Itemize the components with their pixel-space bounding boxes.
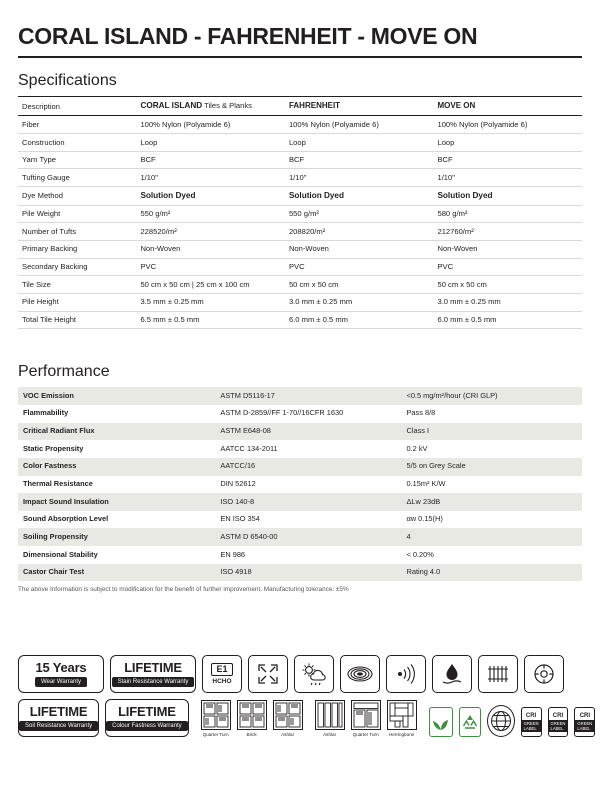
- table-row: [18, 423, 582, 441]
- row-value-fahrenheit: 100% Nylon (Polyamide 6): [285, 116, 434, 134]
- warranty-term: LIFETIME: [118, 704, 176, 719]
- performance-table-wrap: [18, 387, 582, 593]
- row-value-coral: 50 cm x 50 cm | 25 cm x 100 cm: [136, 276, 285, 294]
- row-value-fahrenheit: Loop: [285, 134, 434, 152]
- pattern-label: Quarter Turn: [352, 731, 379, 737]
- perf-label: Sound Absorption Level: [23, 514, 109, 524]
- warranty-term: 15 Years: [35, 660, 87, 675]
- table-row: [18, 528, 582, 546]
- table-row: [18, 205, 582, 223]
- castor-chair-wheel-icon: [524, 655, 564, 693]
- perf-result: ΔLw 23dB: [406, 496, 441, 506]
- row-value-coral: 100% Nylon (Polyamide 6): [136, 116, 285, 134]
- recycle-logo: [459, 707, 481, 737]
- row-value-moveon: Loop: [433, 134, 582, 152]
- pattern-ashlar-plank: [315, 700, 345, 737]
- table-row: [18, 293, 582, 311]
- row-value-coral: 1/10": [136, 169, 285, 187]
- ashlar-plank-pattern: [315, 700, 345, 730]
- stain-repel-drop-icon: [432, 655, 472, 693]
- pattern-brick: [237, 700, 267, 737]
- perf-standard: ASTM D5116-17: [220, 390, 275, 400]
- perf-standard: AATCC/16: [220, 461, 256, 471]
- title-block: [18, 0, 582, 58]
- globe-logo: [487, 705, 515, 737]
- row-label: Primary Backing: [18, 240, 136, 258]
- cri-mark: CRI: [525, 712, 537, 719]
- row-value-moveon: 212760/m²: [433, 223, 582, 241]
- perf-label: Soiling Propensity: [23, 531, 88, 541]
- row-label: Construction: [18, 134, 136, 152]
- table-row: [18, 276, 582, 294]
- perf-label: Impact Sound Insulation: [23, 496, 109, 506]
- perf-result: Class I: [406, 425, 430, 435]
- green-label-logo: [429, 707, 453, 737]
- pattern-ashlar: [273, 700, 303, 737]
- row-value-fahrenheit: Solution Dyed: [285, 187, 434, 205]
- row-value-fahrenheit: 1/10": [285, 169, 434, 187]
- perf-result: αw 0.15(H): [406, 514, 443, 524]
- row-value-coral: Solution Dyed: [136, 187, 285, 205]
- warranty-badge-colour: [105, 699, 188, 737]
- table-row: [18, 405, 582, 423]
- table-row: [18, 258, 582, 276]
- page-title: CORAL ISLAND - FAHRENHEIT - MOVE ON: [18, 23, 478, 49]
- badges-area: [18, 655, 593, 743]
- header-fahrenheit: FAHRENHEIT: [285, 97, 434, 116]
- warranty-badge-soil: [18, 699, 99, 737]
- row-label: Dye Method: [18, 187, 136, 205]
- perf-standard: AATCC 134-2011: [220, 443, 278, 453]
- pattern-label: Brick: [246, 731, 257, 737]
- row-value-coral: 6.5 mm ± 0.5 mm: [136, 311, 285, 329]
- warranty-label: Soil Resistance Warranty: [19, 721, 98, 731]
- perf-standard: EN ISO 354: [220, 514, 260, 524]
- performance-table: [18, 387, 582, 581]
- perf-label: Dimensional Stability: [23, 549, 98, 559]
- antistatic-waves-icon: [386, 655, 426, 693]
- perf-standard: EN 986: [220, 549, 246, 559]
- pattern-label: Ashlar: [323, 731, 337, 737]
- table-row: [18, 493, 582, 511]
- perf-label: Flammability: [23, 408, 69, 418]
- row-value-fahrenheit: PVC: [285, 258, 434, 276]
- table-row: [18, 134, 582, 152]
- row-label: Yarn Type: [18, 151, 136, 169]
- table-row: [18, 151, 582, 169]
- row-value-coral: 228520/m²: [136, 223, 285, 241]
- herringbone-pattern: [387, 700, 417, 730]
- e1-class-label: E1: [211, 663, 232, 675]
- perf-result: <0.5 mg/m²/hour (CRI GLP): [406, 390, 498, 400]
- perf-result: 5/5 on Grey Scale: [406, 461, 466, 471]
- row-value-fahrenheit: 550 g/m²: [285, 205, 434, 223]
- cri-green-label-plus-1: [521, 707, 542, 737]
- pattern-label: Ashlar: [281, 731, 295, 737]
- perf-result: 0.15m² K/W: [406, 478, 446, 488]
- perf-standard: ISO 4918: [220, 567, 252, 577]
- cri-mark: CRI: [579, 712, 591, 719]
- warranty-label: Colour Fastness Warranty: [106, 721, 187, 731]
- header-description: Description: [18, 97, 136, 116]
- pattern-quarter-turn: [201, 700, 231, 737]
- row-value-fahrenheit: 3.0 mm ± 0.25 mm: [285, 293, 434, 311]
- row-value-fahrenheit: 208820/m²: [285, 223, 434, 241]
- perf-standard: ASTM D-2859//FF 1-70//16CFR 1630: [220, 408, 344, 418]
- table-header-row: [18, 97, 582, 116]
- perf-label: Static Propensity: [23, 443, 84, 453]
- performance-heading: Performance: [18, 363, 110, 381]
- table-row: [18, 440, 582, 458]
- row-value-moveon: 580 g/m²: [433, 205, 582, 223]
- row-value-fahrenheit: 50 cm x 50 cm: [285, 276, 434, 294]
- row-value-moveon: 6.0 mm ± 0.5 mm: [433, 311, 582, 329]
- cri-green-label-plus-3: [574, 707, 595, 737]
- perf-result: 0.2 kV: [406, 443, 428, 453]
- row-label: Total Tile Height: [18, 311, 136, 329]
- header-coral-island: [136, 97, 285, 116]
- row-value-moveon: 50 cm x 50 cm: [433, 276, 582, 294]
- row-value-moveon: BCF: [433, 151, 582, 169]
- header-suffix: Tiles & Planks: [202, 101, 252, 111]
- e1-hcho-badge: [202, 655, 242, 693]
- perf-result: < 0.20%: [406, 549, 434, 559]
- table-row: [18, 387, 582, 405]
- table-row: [18, 458, 582, 476]
- table-row: [18, 116, 582, 134]
- perf-label: Color Fastness: [23, 461, 77, 471]
- pattern-label: Quarter Turn: [202, 731, 229, 737]
- pattern-herringbone: [387, 700, 417, 737]
- sound-waves-icon: [340, 655, 380, 693]
- row-label: Pile Height: [18, 293, 136, 311]
- row-value-coral: Loop: [136, 134, 285, 152]
- pattern-quarter-turn-plank: [351, 700, 381, 737]
- underfloor-heating-icon: [478, 655, 518, 693]
- row-value-coral: 3.5 mm ± 0.25 mm: [136, 293, 285, 311]
- perf-result: 4: [406, 531, 411, 541]
- quarter-turn-pattern: [201, 700, 231, 730]
- row-value-fahrenheit: 6.0 mm ± 0.5 mm: [285, 311, 434, 329]
- row-label: Number of Tufts: [18, 223, 136, 241]
- footnote: The above Information is subject to modification for the benefit of further improvement. Manufacturing tolerance: ±5%: [18, 586, 349, 594]
- row-value-coral: 550 g/m²: [136, 205, 285, 223]
- brick-pattern: [237, 700, 267, 730]
- table-row: [18, 564, 582, 582]
- perf-label: VOC Emission: [23, 390, 74, 400]
- row-value-coral: BCF: [136, 151, 285, 169]
- cri-mark: CRI: [552, 712, 564, 719]
- cri-label: GREEN LABEL: [550, 720, 566, 731]
- perf-result: Pass 8/8: [406, 408, 436, 418]
- hcho-label: HCHO: [212, 677, 232, 685]
- warranty-badge-wear: [18, 655, 104, 693]
- perf-standard: ASTM E648-08: [220, 425, 271, 435]
- warranty-label: Stain Resistance Warranty: [112, 677, 195, 687]
- row-value-moveon: PVC: [433, 258, 582, 276]
- perf-standard: DIN 52612: [220, 478, 256, 488]
- ashlar-pattern: [273, 700, 303, 730]
- perf-label: Thermal Resistance: [23, 478, 93, 488]
- quarter-turn-plank-pattern: [351, 700, 381, 730]
- row-label: Pile Weight: [18, 205, 136, 223]
- row-value-coral: PVC: [136, 258, 285, 276]
- row-value-moveon: 100% Nylon (Polyamide 6): [433, 116, 582, 134]
- perf-standard: ISO 140-8: [220, 496, 255, 506]
- cri-label: GREEN LABEL: [523, 720, 539, 731]
- cri-label: GREEN LABEL: [577, 720, 593, 731]
- warranty-term: LIFETIME: [124, 660, 182, 675]
- arrows-expand-icon: [248, 655, 288, 693]
- table-row: [18, 223, 582, 241]
- table-row: [18, 511, 582, 529]
- table-row: [18, 240, 582, 258]
- perf-standard: ASTM D 6540-00: [220, 531, 278, 541]
- table-row: [18, 169, 582, 187]
- row-value-fahrenheit: BCF: [285, 151, 434, 169]
- row-value-fahrenheit: Non-Woven: [285, 240, 434, 258]
- row-label: Tile Size: [18, 276, 136, 294]
- specifications-table: [18, 96, 582, 329]
- badge-row-1: [18, 655, 582, 693]
- warranty-term: LIFETIME: [29, 704, 88, 719]
- table-row: [18, 187, 582, 205]
- row-value-moveon: 3.0 mm ± 0.25 mm: [433, 293, 582, 311]
- row-value-coral: Non-Woven: [136, 240, 285, 258]
- warranty-badge-stain: [110, 655, 196, 693]
- table-row: [18, 546, 582, 564]
- header-move-on: MOVE ON: [433, 97, 582, 116]
- specifications-heading: Specifications: [18, 72, 117, 90]
- row-value-moveon: Solution Dyed: [433, 187, 582, 205]
- brand-coral-island: CORAL ISLAND: [140, 101, 203, 111]
- badge-row-2: [18, 699, 593, 737]
- warranty-label: Wear Warranty: [35, 677, 87, 687]
- table-row: [18, 476, 582, 494]
- perf-label: Castor Chair Test: [23, 567, 85, 577]
- perf-label: Critical Radiant Flux: [23, 425, 95, 435]
- cri-green-label-plus-2: [548, 707, 569, 737]
- row-value-moveon: 1/10": [433, 169, 582, 187]
- table-row: [18, 311, 582, 329]
- row-label: Fiber: [18, 116, 136, 134]
- perf-result: Rating 4.0: [406, 567, 441, 577]
- sun-cloud-uv-icon: [294, 655, 334, 693]
- pattern-label: Herringbone: [388, 731, 415, 737]
- row-label: Tufting Gauge: [18, 169, 136, 187]
- row-value-moveon: Non-Woven: [433, 240, 582, 258]
- row-label: Secondary Backing: [18, 258, 136, 276]
